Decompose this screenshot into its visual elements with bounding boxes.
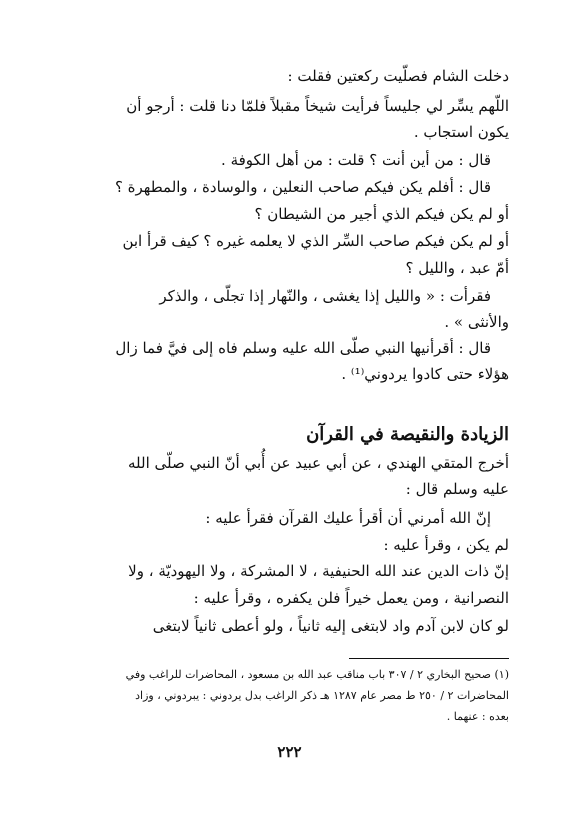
body-line-9: فقرأت : « والليل إذا يغشى ، والنّهار إذا تجلّى ، والذكر xyxy=(159,287,491,305)
footnote-line-3: بعده : عنهما . xyxy=(446,710,509,723)
body-line-12: هؤلاء حتى كادوا يردوني⁽¹⁾ . xyxy=(341,365,509,383)
body-line-10: والأنثى » . xyxy=(444,313,509,331)
body-line-3: يكون استجاب . xyxy=(413,123,509,141)
body-line-1: دخلت الشام فصلّيت ركعتين فقلت : xyxy=(287,67,509,85)
body-line-5: قال : أفلم يكن فيكم صاحب النعلين ، والوسادة ، والمطهرة ؟ xyxy=(114,178,491,196)
section-heading: الزيادة والنقيصة في القرآن xyxy=(306,424,509,445)
body-line-2: اللّهم يسِّر لي جليساً فرأيت شيخاً مقبلاً فلمّا دنا قلت : أرجو أن xyxy=(126,97,509,115)
page-number: ٢٢٢ xyxy=(277,743,302,761)
section-line-1: أخرج المتقي الهندي ، عن أبي عبيد عن أُبي أنّ النبي صلّى الله xyxy=(127,454,509,472)
body-line-4: قال : من أين أنت ؟ قلت : من أهل الكوفة . xyxy=(221,151,491,169)
body-line-7: أو لم يكن فيكم صاحب السِّر الذي لا يعلمه غيره ؟ كيف قرأ ابن xyxy=(122,232,509,250)
section-line-4: لم يكن ، وقرأ عليه : xyxy=(383,536,509,554)
section-line-7: لو كان لابن آدم واد لابتغى إليه ثانياً ، ولو أعطى ثانياً لابتغى xyxy=(152,617,509,635)
section-line-6: النصرانية ، ومن يعمل خيراً فلن يكفره ، وقرأ عليه : xyxy=(193,589,509,607)
footnote-separator xyxy=(349,658,509,659)
body-line-6: أو لم يكن فيكم الذي أجير من الشيطان ؟ xyxy=(254,205,509,223)
section-line-3: إنّ الله أمرني أن أقرأ عليك القرآن فقرأ عليه : xyxy=(205,509,491,527)
body-line-11: قال : أقرأنيها النبي صلّى الله عليه وسلم فاه إلى فيَّ فما زال xyxy=(115,339,491,357)
section-line-5: إنّ ذات الدين عند الله الحنيفية ، لا المشركة ، ولا اليهوديّة ، ولا xyxy=(128,562,509,580)
body-line-8: أمّ عبد ، والليل ؟ xyxy=(405,259,509,277)
footnote-line-2: المحاضرات ٢ / ٢٥٠ ط مصر عام ١٢٨٧ هـ ذكر الراغب بدل يردوني : يبردوني ، وزاد xyxy=(135,689,509,702)
footnote-line-1: (١) صحيح البخاري ٢ / ٣٠٧ باب مناقب عبد الله بن مسعود ، المحاضرات للراغب وفي xyxy=(125,668,509,681)
section-line-2: عليه وسلم قال : xyxy=(405,480,509,498)
